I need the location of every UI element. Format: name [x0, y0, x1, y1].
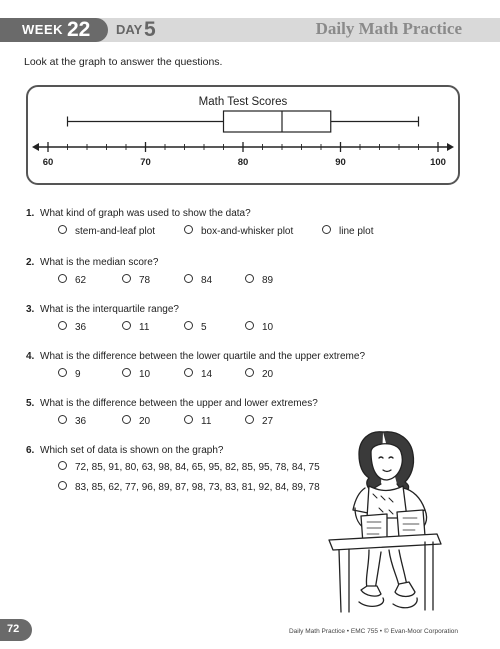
answer-option-label: 9 [75, 369, 81, 380]
interquartile-box [224, 111, 331, 132]
radio-circle-icon[interactable] [58, 481, 67, 490]
radio-circle-icon[interactable] [245, 415, 254, 424]
answer-option[interactable] [184, 321, 207, 333]
radio-circle-icon[interactable] [58, 415, 67, 424]
answer-option[interactable] [245, 415, 273, 427]
radio-circle-icon[interactable] [58, 274, 67, 283]
answer-option-label: 11 [201, 416, 212, 427]
answer-option-label: 83, 85, 62, 77, 96, 89, 87, 98, 73, 83, 81, 92, 84, 89, 78 [75, 482, 320, 493]
answer-option[interactable] [184, 368, 212, 380]
question-2 [26, 257, 158, 268]
radio-circle-icon[interactable] [322, 225, 331, 234]
answer-option[interactable] [122, 274, 150, 286]
page-number: 72 [7, 623, 20, 635]
radio-circle-icon[interactable] [122, 321, 131, 330]
answer-option[interactable] [122, 368, 150, 380]
question-5 [26, 398, 318, 409]
radio-circle-icon[interactable] [122, 274, 131, 283]
answer-option[interactable] [122, 321, 149, 333]
radio-circle-icon[interactable] [122, 415, 131, 424]
question-6 [26, 445, 223, 456]
radio-circle-icon[interactable] [122, 368, 131, 377]
page-title: Daily Math Practice [315, 19, 462, 38]
box-plot [28, 87, 458, 183]
radio-circle-icon[interactable] [245, 274, 254, 283]
answer-option-label: 27 [262, 416, 274, 427]
answer-option[interactable] [58, 481, 320, 493]
day-number: 5 [144, 18, 156, 41]
right-arrow-icon [447, 143, 454, 151]
question-text: What is the interquartile range? [40, 304, 179, 315]
answer-option-label: 72, 85, 91, 80, 63, 98, 84, 65, 95, 82, 85, 95, 78, 84, 75 [75, 462, 320, 473]
question-number: 1. [26, 208, 35, 219]
radio-circle-icon[interactable] [184, 274, 193, 283]
answer-option[interactable] [184, 415, 211, 427]
radio-circle-icon[interactable] [184, 415, 193, 424]
question-number: 4. [26, 351, 35, 362]
answer-option[interactable] [122, 415, 150, 427]
radio-circle-icon[interactable] [58, 321, 67, 330]
question-text: Which set of data is shown on the graph? [40, 445, 224, 456]
answer-option-label: stem-and-leaf plot [75, 226, 156, 237]
radio-circle-icon[interactable] [184, 225, 193, 234]
tick-label: 90 [335, 157, 346, 168]
answer-option-label: 89 [262, 275, 274, 286]
answer-option[interactable] [58, 225, 155, 237]
instructions: Look at the graph to answer the questions. [24, 56, 223, 68]
girl-at-desk-illustration [325, 426, 445, 614]
answer-option[interactable] [184, 225, 293, 237]
answer-option[interactable] [58, 415, 86, 427]
week-number: 22 [67, 18, 91, 41]
answer-option-label: 20 [139, 416, 151, 427]
tick-label: 70 [140, 157, 151, 168]
radio-circle-icon[interactable] [245, 321, 254, 330]
answer-option-label: 62 [75, 275, 87, 286]
answer-option[interactable] [245, 274, 273, 286]
answer-option-label: 5 [201, 322, 207, 333]
answer-option-label: 84 [201, 275, 213, 286]
radio-circle-icon[interactable] [245, 368, 254, 377]
answer-option[interactable] [58, 461, 320, 473]
radio-circle-icon[interactable] [58, 461, 67, 470]
answer-option-label: 10 [139, 369, 151, 380]
chart-title: Math Test Scores [198, 96, 288, 108]
answer-option-label: 10 [262, 322, 274, 333]
question-text: What is the difference between the lower quartile and the upper extreme? [40, 351, 366, 362]
question-number: 5. [26, 398, 35, 409]
answer-option-label: box-and-whisker plot [201, 226, 294, 237]
tick-label: 100 [430, 157, 446, 168]
footer-credit: Daily Math Practice • EMC 755 • © Evan-Moor Corporation [288, 628, 458, 635]
answer-option-label: 36 [75, 416, 87, 427]
tick-label: 60 [42, 157, 54, 168]
radio-circle-icon[interactable] [58, 368, 67, 377]
answer-option-label: 78 [139, 275, 151, 286]
question-text: What is the difference between the upper and lower extremes? [40, 398, 318, 409]
question-4 [26, 351, 365, 362]
question-1 [26, 208, 251, 219]
radio-circle-icon[interactable] [184, 368, 193, 377]
graph-box [26, 85, 460, 185]
answer-option-label: 20 [262, 369, 274, 380]
radio-circle-icon[interactable] [58, 225, 67, 234]
tick-label: 80 [237, 157, 249, 168]
answer-option-label: 11 [139, 322, 150, 333]
week-label: WEEK [22, 22, 63, 37]
answer-option-label: 14 [201, 369, 213, 380]
question-number: 6. [26, 445, 35, 456]
answer-option-label: line plot [339, 226, 374, 237]
answer-option[interactable] [245, 368, 273, 380]
day-label: DAY [116, 22, 143, 37]
answer-option[interactable] [58, 321, 86, 333]
question-text: What kind of graph was used to show the data? [40, 208, 251, 219]
answer-option[interactable] [58, 274, 86, 286]
answer-option[interactable] [245, 321, 273, 333]
radio-circle-icon[interactable] [184, 321, 193, 330]
question-number: 2. [26, 257, 35, 268]
answer-option[interactable] [184, 274, 212, 286]
answer-option[interactable] [58, 368, 81, 380]
question-number: 3. [26, 304, 35, 315]
answer-option[interactable] [322, 225, 373, 237]
answer-option-label: 36 [75, 322, 87, 333]
left-arrow-icon [32, 143, 39, 151]
question-3 [26, 304, 179, 315]
question-text: What is the median score? [40, 257, 159, 268]
